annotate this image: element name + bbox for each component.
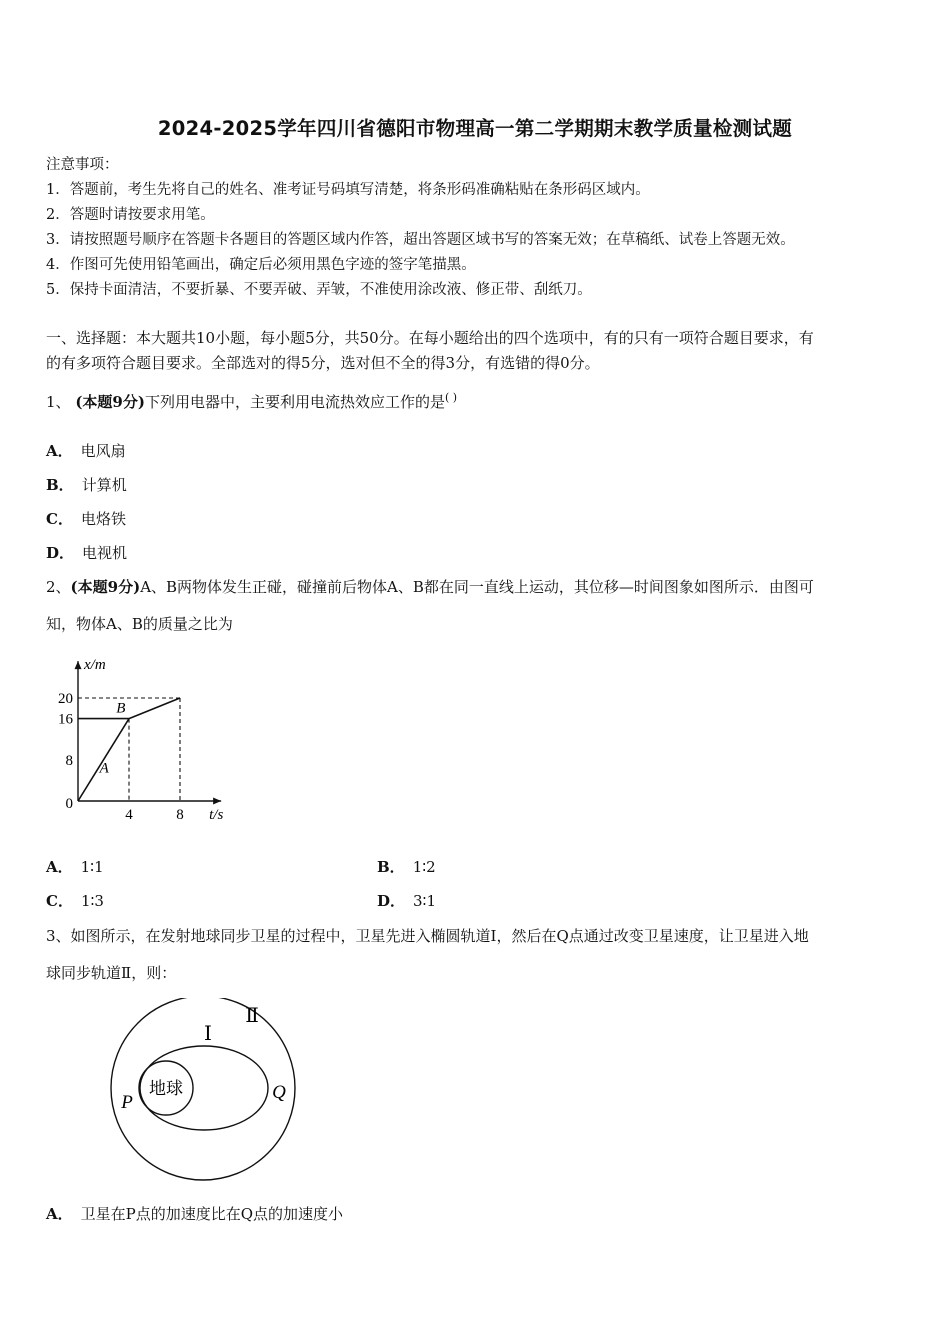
section-instructions-line1: 一、选择题：本大题共10小题，每小题5分，共50分。在每小题给出的四个选项中，有的只有一项符合题目要求，有 — [46, 329, 814, 347]
q2-option-a[interactable]: A． 1∶1 — [46, 858, 104, 876]
point-p-label: P — [121, 1092, 133, 1113]
q2-option-d[interactable]: D． 3∶1 — [377, 892, 437, 910]
y-axis-label: x/m — [84, 657, 106, 674]
x-tick-label: 4 — [125, 807, 133, 823]
earth-label: 地球 — [149, 1079, 183, 1098]
section-instructions-line2: 的有多项符合题目要求。全部选对的得5分，选对但不全的得3分，有选错的得0分。 — [46, 354, 600, 372]
q3-option-a[interactable]: A． 卫星在P点的加速度比在Q点的加速度小 — [46, 1205, 344, 1223]
q1-option-d[interactable]: D． 电视机 — [46, 544, 128, 562]
y-axis-arrow — [75, 661, 82, 669]
question-3 — [46, 925, 809, 946]
x-axis-arrow — [213, 798, 221, 805]
question-stem: 下列用电器中，主要利用电流热效应工作的是 — [144, 393, 445, 411]
q1-option-b[interactable]: B． 计算机 — [46, 476, 127, 494]
question-tag: (本题9分) — [75, 393, 145, 411]
question-number: 1、 — [46, 393, 71, 411]
q1-option-c[interactable]: C． 电烙铁 — [46, 510, 126, 528]
question-number: 3、 — [46, 927, 71, 945]
notice-item: 1．答题前，考生先将自己的姓名、准考证号码填写清楚，将条形码准确粘贴在条形码区域内。 — [46, 182, 650, 198]
q1-option-a[interactable]: A． 电风扇 — [46, 442, 126, 460]
notice-item: 5．保持卡面清洁，不要折暴、不要弄破、弄皱，不准使用涂改液、修正带、刮纸刀。 — [46, 282, 592, 298]
notice-item: 2．答题时请按要求用笔。 — [46, 207, 215, 223]
y-tick-label: 16 — [58, 711, 73, 728]
question-3-stem-cont: 球同步轨道Ⅱ，则： — [46, 964, 177, 982]
answer-paren: ( ) — [444, 391, 458, 404]
series-label-b: B — [116, 700, 126, 717]
question-2 — [46, 576, 814, 597]
x-tick-label: 8 — [176, 807, 184, 823]
y-tick-label: 8 — [65, 752, 73, 769]
question-tag: (本题9分) — [70, 578, 141, 596]
orbit-2-label: Ⅱ — [245, 1005, 259, 1027]
x-axis-label: t/s — [209, 807, 224, 823]
question-number: 2、 — [46, 578, 71, 596]
orbit-diagram — [110, 998, 300, 1188]
question-stem: 如图所示，在发射地球同步卫星的过程中，卫星先进入椭圆轨道Ⅰ，然后在Q点通过改变卫星速度，让卫星进入地 — [70, 927, 809, 945]
series-label-a: A — [99, 760, 109, 777]
notice-item: 4．作图可先使用铅笔画出，确定后必须用黑色字迹的签字笔描黑。 — [46, 257, 476, 273]
notice-heading: 注意事项： — [46, 157, 119, 173]
series-line — [129, 698, 180, 719]
question-stem: A、B两物体发生正碰，碰撞前后物体A、B都在同一直线上运动，其位移—时间图象如图所示．由图可 — [140, 578, 814, 596]
notice-item: 3．请按照题号顺序在答题卡各题目的答题区域内作答，超出答题区域书写的答案无效；在草稿纸、试卷上答题无效。 — [46, 232, 795, 248]
y-tick-label: 20 — [58, 691, 73, 707]
position-time-chart — [55, 640, 245, 830]
question-2-stem-cont: 知，物体A、B的质量之比为 — [46, 615, 233, 633]
point-q-label: Q — [272, 1082, 286, 1103]
q2-option-b[interactable]: B． 1∶2 — [377, 858, 436, 876]
x-tick-label: 0 — [65, 796, 73, 812]
question-1 — [46, 391, 457, 412]
orbit-1-label: Ⅰ — [204, 1023, 212, 1045]
q2-option-c[interactable]: C． 1∶3 — [46, 892, 104, 910]
page-title: 2024-2025学年四川省德阳市物理高一第二学期期末教学质量检测试题 — [157, 117, 793, 140]
